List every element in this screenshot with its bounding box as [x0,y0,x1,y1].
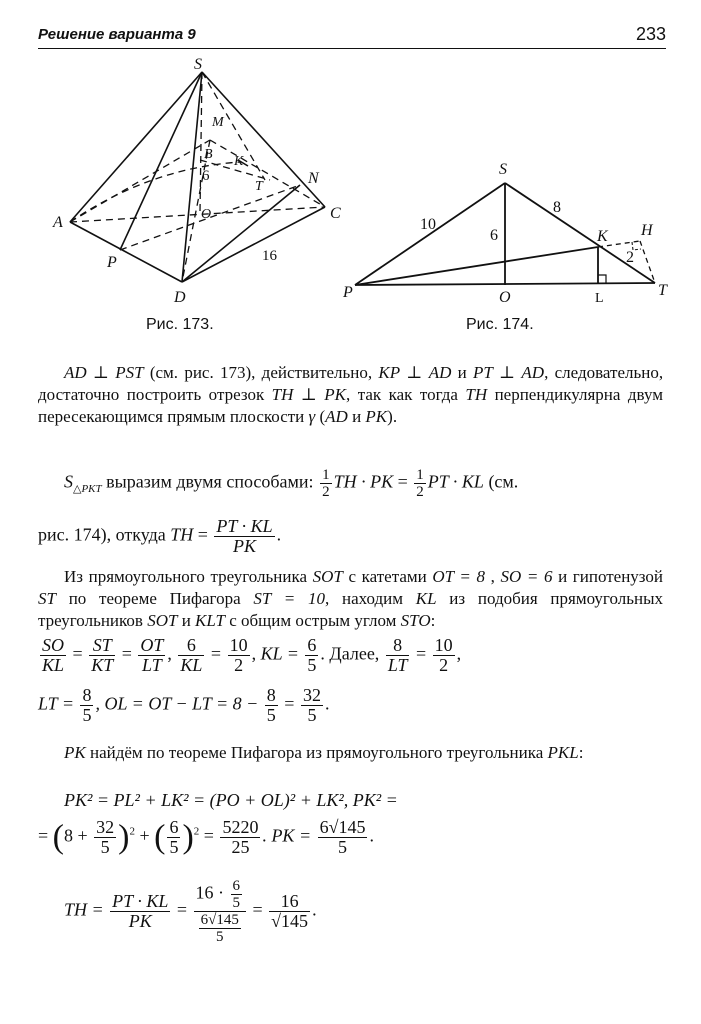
paragraph-2-line-2: рис. 174), откуда TH = $\frac{PT \cdot KL}{PK}$ . [38,516,282,556]
figures-svg [0,0,701,340]
paragraph-2-line-1: $S_{\triangle PKT}$ выразим двумя способами: $\frac{1}{2}$ TH · PK = $\frac{1}{2}$ PT · KL (см. [64,467,519,500]
edge-SA [70,72,202,222]
label-ten: 10 [420,216,436,233]
diag-AC [70,207,325,222]
line-HT [640,241,655,283]
label-P: P [343,284,353,301]
equation-c: PK² = PL² + LK² = (PO + OL)² + LK², PK² = [64,790,398,810]
side-ST [505,183,655,283]
section-title: Решение варианта 9 [38,26,196,43]
label-O: O [499,289,511,306]
label-T: T [255,179,263,194]
label-K: K [234,154,244,169]
label-N: N [308,170,319,187]
label-T: T [658,282,667,299]
caption-173: Рис. 173. [146,316,214,333]
label-H: H [641,222,653,239]
label-eight: 8 [553,199,561,216]
paragraph-3: Из прямоугольного треугольника SOT с катетами OT = 8 , SO = 6 и гипотенузой ST по теореме Пифагора ST = 10, находим KL из подобия прямоугольных треугольников SOT и KLT с общим острым углом STO: [38,567,664,630]
label-B: B [204,147,213,162]
label-A: A [53,214,63,231]
paragraph-4: PK найдём по теореме Пифагора из прямоугольного треугольника PKL: [64,743,584,762]
edge-AD [70,222,182,282]
label-two: 2 [626,249,634,266]
edge-SC [202,72,325,207]
edge-SP [120,72,202,250]
side-PS [355,183,505,285]
figure-174 [355,183,655,285]
label-M: M [212,115,224,130]
label-six: 6 [490,227,498,244]
equation-e: TH = $\frac{PT \cdot KL}{PK}$ = 16 · $\frac{6}{5}$ $\frac{6√145}{5}$ = $\frac{16}{√145}$ . [64,878,317,945]
label-L: L [595,291,604,306]
label-K: K [597,228,608,245]
line-PK [355,247,598,285]
figure-173-labels [52,56,341,306]
equation-b: LT = $\frac{8}{5}$ , OL = OT − LT = 8 − $\frac{8}{5}$ = $\frac{32}{5}$ . [38,685,330,725]
line-DN [182,185,300,282]
label-P: P [107,254,117,271]
paragraph-1: AD ⊥ PST (см. рис. 173), действительно, KP ⊥ AD и PT ⊥ AD, следовательно, достаточно построить отрезок TH ⊥ PK, так как тогда TH перпендикулярна двум пересекающимся прямым плоскости γ (AD и PK). [38,363,664,426]
label-D: D [174,289,186,306]
label-S: S [194,56,202,73]
label-O: O [201,207,212,222]
edge-SD [182,72,202,282]
equation-a: $\frac{SO}{KL}$ = $\frac{ST}{KT}$ = $\frac{OT}{LT}$ , $\frac{6}{KL}$ = $\frac{10}{2}$ , KL = $\frac{6}{5}$ . Далее, $\frac{8}{LT}$ = $\frac{10}{2}$ , [42,635,462,675]
label-six: 6 [202,168,210,184]
label-sixteen: 16 [262,248,277,264]
page-number: 233 [635,24,666,44]
equation-d: = (8 + $\frac{32}{5}$ )$^2$ + ( $\frac{6}{5}$ )$^2$ = $\frac{5220}{25}$ . PK = $\frac{6√145}{5}$ . [38,817,374,857]
label-S: S [499,161,507,178]
label-C: C [330,205,341,222]
caption-174: Рис. 174. [466,316,534,333]
figure-173 [70,72,325,282]
